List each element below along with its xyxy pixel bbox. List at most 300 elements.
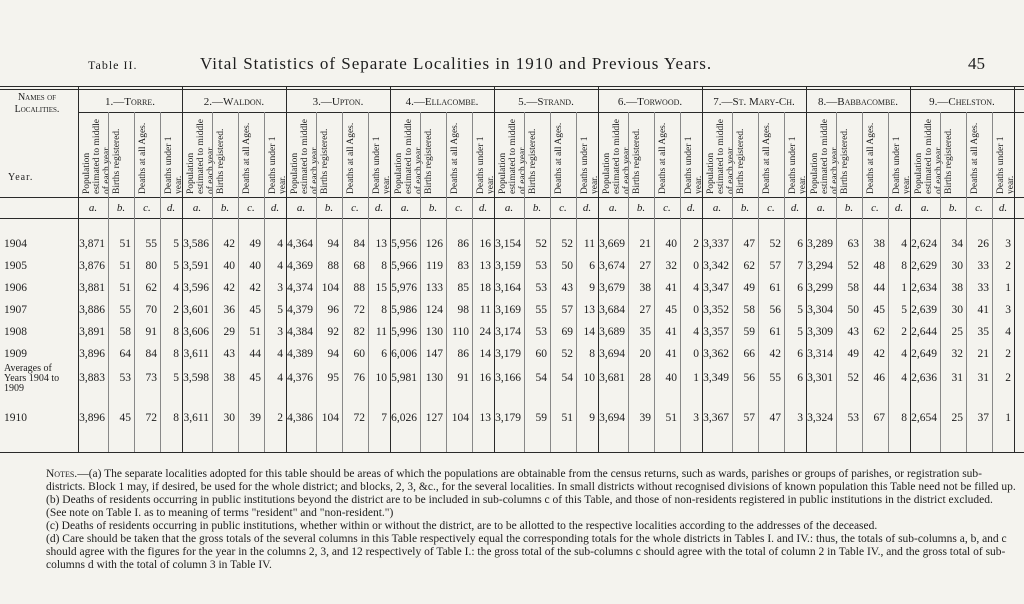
- table-cell: 50: [847, 304, 859, 316]
- locality-header-7: 7.—St. Mary-Ch.: [713, 96, 795, 108]
- table-cell: 25: [951, 412, 963, 424]
- table-cell: 53: [847, 412, 859, 424]
- table-cell: 3,294: [807, 260, 833, 272]
- table-cell: 94: [327, 238, 339, 250]
- table-cell: 5: [901, 304, 907, 316]
- sub-letter: c.: [871, 202, 879, 214]
- table-cell: 5,981: [391, 372, 417, 384]
- table-cell: 82: [353, 326, 365, 338]
- table-cell: 27: [639, 260, 651, 272]
- table-cell: 38: [223, 372, 235, 384]
- column-header: Births registered.: [424, 128, 434, 194]
- locality-header-4: 4.—Ellacombe.: [405, 96, 479, 108]
- table-cell: 3,299: [807, 282, 833, 294]
- table-cell: 2,654: [911, 412, 937, 424]
- table-cell: 86: [457, 238, 469, 250]
- table-cell: 44: [249, 348, 261, 360]
- table-cell: 38: [951, 282, 963, 294]
- table-cell: 10: [375, 372, 387, 384]
- table-cell: 2,644: [911, 326, 937, 338]
- table-cell: 88: [327, 260, 339, 272]
- table-cell: 59: [535, 412, 547, 424]
- table-cell: 50: [561, 260, 573, 272]
- table-cell: 4,386: [287, 412, 313, 424]
- table-cell: 3,159: [495, 260, 521, 272]
- table-cell: 45: [873, 304, 885, 316]
- table-cell: 70: [145, 304, 157, 316]
- table-cell: 3: [1005, 238, 1011, 250]
- table-cell: 124: [425, 304, 443, 316]
- table-cell: 62: [873, 326, 885, 338]
- table-cell: 7: [797, 260, 803, 272]
- table-cell: 56: [769, 304, 781, 316]
- table-cell: 5: [797, 326, 803, 338]
- column-header: Population estimated to middle of each year.: [498, 119, 528, 194]
- table-cell: 9: [589, 412, 595, 424]
- table-cell: 2,634: [911, 282, 937, 294]
- table-cell: 2,629: [911, 260, 937, 272]
- table-cell: 43: [561, 282, 573, 294]
- column-header: Deaths under 1 year.: [580, 136, 600, 194]
- table-cell: 2: [277, 412, 283, 424]
- table-cell: 2: [1005, 260, 1011, 272]
- table-cell: 83: [457, 260, 469, 272]
- table-cell: 4: [277, 372, 283, 384]
- table-cell: 21: [977, 348, 989, 360]
- table-cell: 58: [847, 282, 859, 294]
- row-year: 1906: [4, 282, 27, 294]
- column-header: Deaths under 1 year.: [788, 136, 808, 194]
- table-cell: 33: [977, 282, 989, 294]
- table-cell: 8: [173, 348, 179, 360]
- sub-letter: a.: [712, 202, 722, 214]
- table-cell: 0: [693, 260, 699, 272]
- table-cell: 6,026: [391, 412, 417, 424]
- sub-letter: a.: [192, 202, 202, 214]
- table-cell: 51: [665, 412, 677, 424]
- column-header: Population estimated to middle of each year.: [82, 119, 112, 194]
- table-cell: 104: [321, 412, 339, 424]
- table-cell: 62: [743, 260, 755, 272]
- table-cell: 55: [769, 372, 781, 384]
- table-cell: 13: [583, 304, 595, 316]
- sub-letter: a.: [920, 202, 930, 214]
- column-header: Population estimated to middle of each year.: [290, 119, 320, 194]
- column-header: Births registered.: [944, 128, 954, 194]
- sub-letter: c.: [975, 202, 983, 214]
- table-cell: 36: [223, 304, 235, 316]
- table-cell: 110: [452, 326, 469, 338]
- table-cell: 3,301: [807, 372, 833, 384]
- table-cell: 53: [535, 260, 547, 272]
- column-header: Population estimated to middle of each year.: [394, 119, 424, 194]
- table-cell: 3,876: [79, 260, 105, 272]
- table-cell: 51: [561, 412, 573, 424]
- table-cell: 2,636: [911, 372, 937, 384]
- table-cell: 3,367: [703, 412, 729, 424]
- right-border: [1014, 86, 1015, 452]
- table-cell: 42: [769, 348, 781, 360]
- table-cell: 40: [665, 372, 677, 384]
- table-cell: 8: [381, 260, 387, 272]
- table-cell: 96: [327, 304, 339, 316]
- table-cell: 6,006: [391, 348, 417, 360]
- table-cell: 4: [693, 282, 699, 294]
- table-cell: 3,362: [703, 348, 729, 360]
- column-header: Deaths at all Ages.: [866, 122, 876, 194]
- column-header: Deaths at all Ages.: [138, 122, 148, 194]
- table-cell: 4,379: [287, 304, 313, 316]
- table-cell: 5,986: [391, 304, 417, 316]
- table-cell: 64: [119, 348, 131, 360]
- note-c: (c) Deaths of residents occurring in public institutions, whether within or without the district, are to be allotted to the respective localities according to the addresses of the deceased.: [46, 520, 878, 532]
- sub-letter: b.: [220, 202, 230, 214]
- table-cell: 4: [1005, 326, 1011, 338]
- table-cell: 55: [145, 238, 157, 250]
- table-cell: 59: [743, 326, 755, 338]
- sub-letter: c.: [455, 202, 463, 214]
- table-cell: 3: [1005, 304, 1011, 316]
- table-cell: 63: [847, 238, 859, 250]
- column-header: Deaths at all Ages.: [554, 122, 564, 194]
- table-cell: 52: [561, 238, 573, 250]
- table-cell: 72: [145, 412, 157, 424]
- table-cell: 51: [249, 326, 261, 338]
- table-cell: 44: [873, 282, 885, 294]
- table-cell: 31: [977, 372, 989, 384]
- column-header: Population estimated to middle of each year.: [602, 119, 632, 194]
- table-cell: 42: [223, 238, 235, 250]
- sub-letter: d.: [686, 202, 696, 214]
- table-cell: 58: [119, 326, 131, 338]
- table-cell: 3,611: [183, 412, 209, 424]
- note-a: —(a) The separate localities adopted for this table should be areas of which the populations are obtainable from the census returns, such as wards, parishes or groups of parishes, or registration sub-districts. Block 1 may, if desired, be used for the whole district; and blocks, 2, 3, &c., for the several localities. In small districts without recognised divisions of known population this Table need not be filled up.: [46, 468, 1016, 493]
- column-header: Births registered.: [320, 128, 330, 194]
- table-cell: 119: [426, 260, 443, 272]
- table-cell: 51: [119, 238, 131, 250]
- table-cell: 4,369: [287, 260, 313, 272]
- sub-letter: d.: [998, 202, 1008, 214]
- table-cell: 5: [173, 260, 179, 272]
- table-cell: 4: [173, 282, 179, 294]
- table-cell: 4: [901, 372, 907, 384]
- table-cell: 10: [583, 372, 595, 384]
- table-cell: 45: [119, 412, 131, 424]
- table-cell: 76: [353, 372, 365, 384]
- table-cell: 25: [951, 326, 963, 338]
- table-cell: 2: [1005, 348, 1011, 360]
- sub-letter: b.: [948, 202, 958, 214]
- table-cell: 29: [223, 326, 235, 338]
- column-header: Deaths under 1 year.: [892, 136, 912, 194]
- table-cell: 4: [277, 238, 283, 250]
- table-cell: 0: [693, 304, 699, 316]
- table-cell: 4: [901, 348, 907, 360]
- table-cell: 51: [119, 282, 131, 294]
- table-cell: 45: [665, 304, 677, 316]
- table-cell: 13: [479, 412, 491, 424]
- sub-letter: a.: [504, 202, 514, 214]
- table-cell: 30: [223, 412, 235, 424]
- sub-letter: a.: [400, 202, 410, 214]
- table-cell: 2: [173, 304, 179, 316]
- row-year: 1910: [4, 412, 27, 424]
- table-cell: 72: [353, 412, 365, 424]
- table-cell: 130: [425, 326, 443, 338]
- sub-letter: a.: [296, 202, 306, 214]
- sub-letter: d.: [478, 202, 488, 214]
- table-cell: 3,357: [703, 326, 729, 338]
- table-cell: 40: [665, 238, 677, 250]
- table-cell: 52: [561, 348, 573, 360]
- table-cell: 3,596: [183, 282, 209, 294]
- table-cell: 3,179: [495, 412, 521, 424]
- table-cell: 3,179: [495, 348, 521, 360]
- locality-header-9: 9.—Chelston.: [929, 96, 995, 108]
- table-cell: 3,166: [495, 372, 521, 384]
- table-cell: 57: [561, 304, 573, 316]
- sub-letter: b.: [740, 202, 750, 214]
- table-cell: 6: [797, 348, 803, 360]
- table-cell: 52: [847, 372, 859, 384]
- table-cell: 3,896: [79, 348, 105, 360]
- table-cell: 91: [145, 326, 157, 338]
- table-cell: 16: [479, 238, 491, 250]
- row-year: Averages of Years 1904 to 1909: [4, 363, 60, 394]
- table-cell: 126: [425, 238, 443, 250]
- table-cell: 7: [381, 412, 387, 424]
- table-cell: 3,314: [807, 348, 833, 360]
- table-cell: 3,606: [183, 326, 209, 338]
- sub-letter: d.: [894, 202, 904, 214]
- table-cell: 58: [743, 304, 755, 316]
- row-year: 1909: [4, 348, 27, 360]
- notes-label: Notes.: [46, 468, 78, 480]
- table-cell: 60: [535, 348, 547, 360]
- table-cell: 55: [119, 304, 131, 316]
- table-cell: 6: [589, 260, 595, 272]
- table-cell: 52: [847, 260, 859, 272]
- table-cell: 5,976: [391, 282, 417, 294]
- column-header: Deaths under 1 year.: [476, 136, 496, 194]
- table-cell: 2,639: [911, 304, 937, 316]
- locality-header-5: 5.—Strand.: [518, 96, 574, 108]
- table-cell: 3,174: [495, 326, 521, 338]
- table-cell: 53: [119, 372, 131, 384]
- table-cell: 53: [535, 282, 547, 294]
- table-cell: 62: [145, 282, 157, 294]
- table-cell: 2,649: [911, 348, 937, 360]
- table-cell: 2,624: [911, 238, 937, 250]
- table-cell: 30: [951, 304, 963, 316]
- sub-letter: c.: [559, 202, 567, 214]
- table-cell: 3,169: [495, 304, 521, 316]
- subletter-rule: [0, 218, 1024, 219]
- column-header: Births registered.: [528, 128, 538, 194]
- table-cell: 3,349: [703, 372, 729, 384]
- table-cell: 3: [277, 326, 283, 338]
- table-cell: 40: [249, 260, 261, 272]
- table-cell: 39: [249, 412, 261, 424]
- table-cell: 3,601: [183, 304, 209, 316]
- table-cell: 133: [425, 282, 443, 294]
- table-cell: 3,689: [599, 326, 625, 338]
- table-cell: 9: [589, 282, 595, 294]
- table-cell: 1: [693, 372, 699, 384]
- table-cell: 47: [743, 238, 755, 250]
- table-cell: 3,871: [79, 238, 105, 250]
- table-cell: 45: [249, 304, 261, 316]
- column-header: Deaths at all Ages.: [658, 122, 668, 194]
- table-cell: 6: [797, 238, 803, 250]
- table-cell: 3,337: [703, 238, 729, 250]
- sub-letter: c.: [247, 202, 255, 214]
- column-header: Deaths under 1 year.: [372, 136, 392, 194]
- column-header: Births registered.: [840, 128, 850, 194]
- table-cell: 34: [951, 238, 963, 250]
- table-cell: 3,591: [183, 260, 209, 272]
- table-cell: 72: [353, 304, 365, 316]
- table-cell: 67: [873, 412, 885, 424]
- table-cell: 24: [479, 326, 491, 338]
- column-header: Deaths under 1 year.: [268, 136, 288, 194]
- page-title: Vital Statistics of Separate Localities in 1910 and Previous Years.: [200, 54, 713, 73]
- table-cell: 4,389: [287, 348, 313, 360]
- column-header: Births registered.: [632, 128, 642, 194]
- table-cell: 14: [479, 348, 491, 360]
- table-cell: 61: [769, 326, 781, 338]
- table-cell: 3,309: [807, 326, 833, 338]
- table-cell: 91: [457, 372, 469, 384]
- table-cell: 2: [901, 326, 907, 338]
- table-cell: 11: [479, 304, 491, 316]
- table-cell: 3,342: [703, 260, 729, 272]
- table-cell: 8: [901, 260, 907, 272]
- table-cell: 3,679: [599, 282, 625, 294]
- table-cell: 4: [277, 348, 283, 360]
- sub-letter: c.: [663, 202, 671, 214]
- table-cell: 3,304: [807, 304, 833, 316]
- table-cell: 13: [375, 238, 387, 250]
- table-cell: 104: [451, 412, 469, 424]
- table-cell: 3,694: [599, 412, 625, 424]
- table-cell: 3,347: [703, 282, 729, 294]
- table-cell: 38: [639, 282, 651, 294]
- table-cell: 5,996: [391, 326, 417, 338]
- table-cell: 41: [665, 326, 677, 338]
- table-cell: 52: [535, 238, 547, 250]
- table-cell: 2: [693, 238, 699, 250]
- sub-letter: b.: [844, 202, 854, 214]
- table-cell: 51: [119, 260, 131, 272]
- table-cell: 6: [797, 372, 803, 384]
- sub-letter: b.: [532, 202, 542, 214]
- locality-header-rule: [78, 112, 1024, 113]
- table-cell: 15: [375, 282, 387, 294]
- table-cell: 32: [665, 260, 677, 272]
- table-cell: 1: [1005, 412, 1011, 424]
- table-cell: 49: [249, 238, 261, 250]
- table-cell: 92: [327, 326, 339, 338]
- table-cell: 46: [873, 372, 885, 384]
- table-cell: 3,694: [599, 348, 625, 360]
- column-header: Births registered.: [112, 128, 122, 194]
- table-cell: 2: [1005, 372, 1011, 384]
- sub-letter: c.: [143, 202, 151, 214]
- sub-letter: d.: [582, 202, 592, 214]
- locality-header-3: 3.—Upton.: [312, 96, 364, 108]
- table-cell: 60: [353, 348, 365, 360]
- table-cell: 54: [535, 372, 547, 384]
- table-cell: 32: [951, 348, 963, 360]
- row-year: 1904: [4, 238, 27, 250]
- table-cell: 8: [901, 412, 907, 424]
- table-cell: 4: [901, 238, 907, 250]
- sub-letter: d.: [374, 202, 384, 214]
- table-cell: 45: [249, 372, 261, 384]
- page-number: 45: [968, 54, 985, 73]
- column-header: Deaths at all Ages.: [242, 122, 252, 194]
- table-cell: 8: [173, 326, 179, 338]
- table-cell: 55: [535, 304, 547, 316]
- table-cell: 57: [743, 412, 755, 424]
- top-rule-inner: [0, 89, 1024, 90]
- table-cell: 49: [847, 348, 859, 360]
- table-cell: 3,669: [599, 238, 625, 250]
- table-cell: 68: [353, 260, 365, 272]
- sub-letter: c.: [351, 202, 359, 214]
- table-cell: 41: [977, 304, 989, 316]
- table-cell: 13: [479, 260, 491, 272]
- table-cell: 84: [353, 238, 365, 250]
- table-cell: 5: [173, 238, 179, 250]
- table-cell: 4,374: [287, 282, 313, 294]
- locality-header-2: 2.—Waldon.: [203, 96, 265, 108]
- table-cell: 42: [223, 282, 235, 294]
- table-cell: 57: [769, 260, 781, 272]
- sub-letter: d.: [166, 202, 176, 214]
- table-cell: 84: [145, 348, 157, 360]
- table-cell: 21: [639, 238, 651, 250]
- table-cell: 33: [977, 260, 989, 272]
- table-cell: 4: [693, 326, 699, 338]
- table-cell: 54: [561, 372, 573, 384]
- table-cell: 69: [561, 326, 573, 338]
- table-cell: 11: [375, 326, 387, 338]
- table-cell: 127: [425, 412, 443, 424]
- table-cell: 35: [977, 326, 989, 338]
- note-d: (d) Care should be taken that the gross totals of the several columns in this Table respectively equal the corresponding totals for the whole districts in Tables I. and IV.: thus, the totals of sub-columns a, b, and c should agree with the figures for the year in the columns 2, 3, and 12 respectively of Table I.: the gross total of the sub-columns c should agree with the total of column 2 in Table IV., and the gross total of sub-columns d with the total of column 3 in Table IV.: [46, 533, 1007, 571]
- table-cell: 3: [693, 412, 699, 424]
- sub-letter: d.: [270, 202, 280, 214]
- row-year: 1908: [4, 326, 27, 338]
- table-cell: 4,384: [287, 326, 313, 338]
- table-cell: 5,966: [391, 260, 417, 272]
- table-cell: 43: [223, 348, 235, 360]
- table-cell: 3: [277, 282, 283, 294]
- table-cell: 5: [797, 304, 803, 316]
- table-cell: 73: [145, 372, 157, 384]
- table-cell: 3,883: [79, 372, 105, 384]
- table-cell: 8: [589, 348, 595, 360]
- sub-letter: b.: [324, 202, 334, 214]
- table-cell: 3: [797, 412, 803, 424]
- table-cell: 35: [639, 326, 651, 338]
- column-header: Deaths under 1 year.: [684, 136, 704, 194]
- column-header: Deaths at all Ages.: [762, 122, 772, 194]
- table-cell: 1: [901, 282, 907, 294]
- notes: [46, 468, 1016, 572]
